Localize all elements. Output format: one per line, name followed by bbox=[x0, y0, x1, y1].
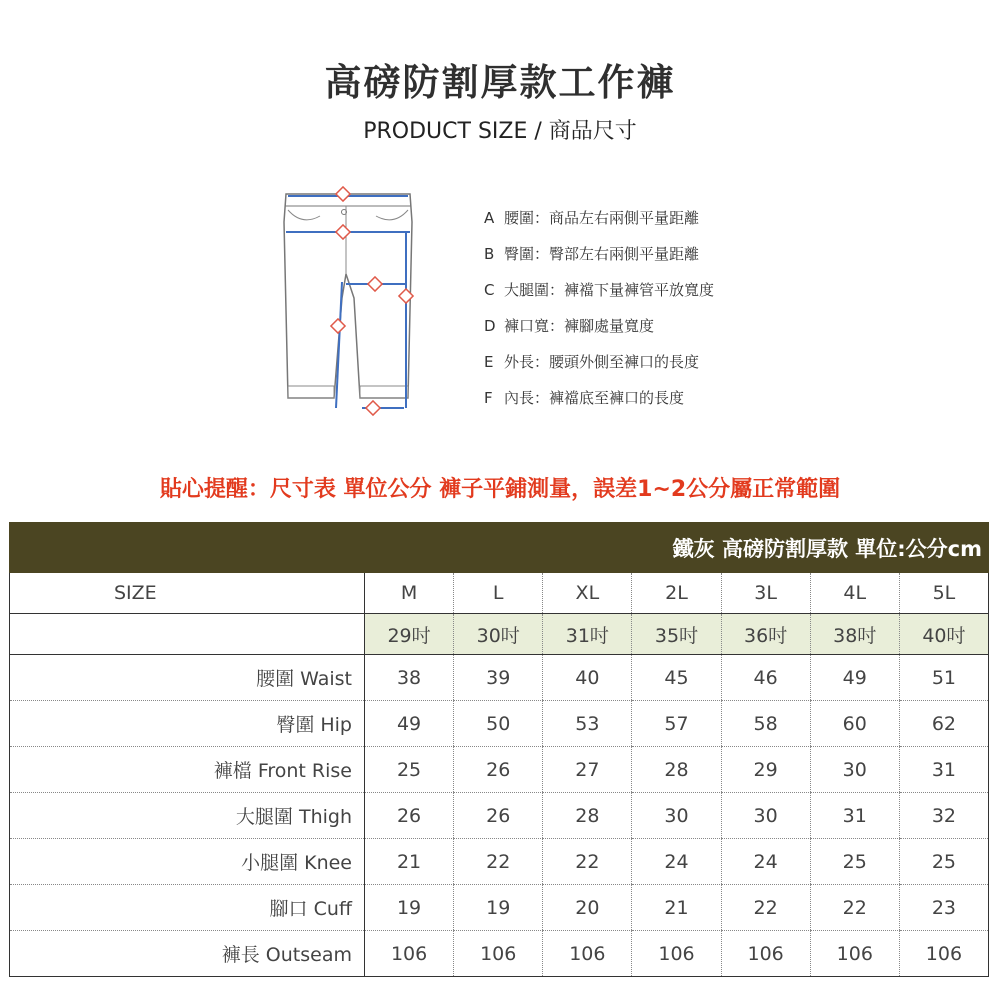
table-cell: 106 bbox=[454, 931, 543, 977]
size-2l: 2L bbox=[632, 573, 721, 614]
table-cell: 25 bbox=[810, 839, 899, 885]
row-label: 褲長 Outseam bbox=[10, 931, 365, 977]
table-cell: 49 bbox=[810, 655, 899, 701]
table-cell: 24 bbox=[632, 839, 721, 885]
table-row-thigh bbox=[10, 793, 989, 839]
legend-item-c: C 大腿圍：褲襠下量褲管平放寬度 bbox=[484, 281, 715, 299]
table-row-outseam bbox=[10, 931, 989, 977]
table-cell: 53 bbox=[543, 701, 632, 747]
size-m: M bbox=[365, 573, 454, 614]
table-row-waist bbox=[10, 655, 989, 701]
size-l: L bbox=[454, 573, 543, 614]
table-cell: 26 bbox=[454, 747, 543, 793]
table-cell: 106 bbox=[632, 931, 721, 977]
table-cell: 19 bbox=[454, 885, 543, 931]
size-5l: 5L bbox=[899, 573, 988, 614]
size-xl: XL bbox=[543, 573, 632, 614]
table-cell: 38 bbox=[365, 655, 454, 701]
row-label: 褲檔 Front Rise bbox=[10, 747, 365, 793]
inch-row-label bbox=[10, 614, 365, 655]
table-cell: 22 bbox=[454, 839, 543, 885]
inch-cell: 31吋 bbox=[543, 614, 632, 655]
inch-cell: 36吋 bbox=[721, 614, 810, 655]
product-size-subtitle: PRODUCT SIZE / 商品尺寸 bbox=[363, 119, 637, 144]
table-cell: 26 bbox=[454, 793, 543, 839]
table-cell: 31 bbox=[899, 747, 988, 793]
table-cell: 25 bbox=[899, 839, 988, 885]
table-cell: 29 bbox=[721, 747, 810, 793]
table-cell: 30 bbox=[632, 793, 721, 839]
table-cell: 23 bbox=[899, 885, 988, 931]
row-label: 腰圍 Waist bbox=[10, 655, 365, 701]
table-cell: 39 bbox=[454, 655, 543, 701]
table-cell: 30 bbox=[810, 747, 899, 793]
table-cell: 62 bbox=[899, 701, 988, 747]
inch-cell: 35吋 bbox=[632, 614, 721, 655]
pants-measurement-diagram bbox=[276, 186, 422, 418]
table-cell: 22 bbox=[721, 885, 810, 931]
row-label: 臀圍 Hip bbox=[10, 701, 365, 747]
product-title: 高磅防割厚款工作褲 bbox=[324, 61, 676, 104]
table-cell: 106 bbox=[543, 931, 632, 977]
measurement-legend bbox=[484, 206, 714, 422]
table-cell: 20 bbox=[543, 885, 632, 931]
table-cell: 22 bbox=[810, 885, 899, 931]
table-cell: 21 bbox=[632, 885, 721, 931]
size-label: SIZE bbox=[10, 573, 365, 614]
table-cell: 106 bbox=[365, 931, 454, 977]
inch-cell: 40吋 bbox=[899, 614, 988, 655]
measurement-notice: 貼心提醒：尺寸表 單位公分 褲子平鋪測量，誤差1~2公分屬正常範圍 bbox=[159, 477, 841, 502]
inch-cell: 30吋 bbox=[454, 614, 543, 655]
table-row-front-rise bbox=[10, 747, 989, 793]
table-cell: 31 bbox=[810, 793, 899, 839]
table-cell: 25 bbox=[365, 747, 454, 793]
size-4l: 4L bbox=[810, 573, 899, 614]
size-table bbox=[9, 573, 989, 977]
legend-item-b: B 臀圍：臀部左右兩側平量距離 bbox=[484, 245, 700, 263]
inch-cell: 38吋 bbox=[810, 614, 899, 655]
table-row-cuff bbox=[10, 885, 989, 931]
table-cell: 28 bbox=[543, 793, 632, 839]
table-cell: 49 bbox=[365, 701, 454, 747]
table-row-knee bbox=[10, 839, 989, 885]
table-cell: 22 bbox=[543, 839, 632, 885]
size-3l: 3L bbox=[721, 573, 810, 614]
legend-item-f: F 內長：褲襠底至褲口的長度 bbox=[484, 389, 685, 407]
row-label: 小腿圍 Knee bbox=[10, 839, 365, 885]
table-cell: 58 bbox=[721, 701, 810, 747]
table-row-hip bbox=[10, 701, 989, 747]
inch-cell: 29吋 bbox=[365, 614, 454, 655]
table-cell: 45 bbox=[632, 655, 721, 701]
table-cell: 40 bbox=[543, 655, 632, 701]
table-cell: 28 bbox=[632, 747, 721, 793]
size-chart bbox=[9, 522, 989, 977]
table-cell: 106 bbox=[899, 931, 988, 977]
legend-item-d: D 褲口寬：褲腳處量寬度 bbox=[484, 317, 655, 335]
table-cell: 46 bbox=[721, 655, 810, 701]
legend-item-a: A 腰圍：商品左右兩側平量距離 bbox=[484, 209, 700, 227]
table-cell: 21 bbox=[365, 839, 454, 885]
table-cell: 19 bbox=[365, 885, 454, 931]
row-label: 腳口 Cuff bbox=[10, 885, 365, 931]
table-cell: 60 bbox=[810, 701, 899, 747]
size-chart-caption: 鐵灰 高磅防割厚款 單位:公分cm bbox=[9, 522, 989, 573]
table-cell: 24 bbox=[721, 839, 810, 885]
table-cell: 57 bbox=[632, 701, 721, 747]
table-cell: 26 bbox=[365, 793, 454, 839]
inch-row bbox=[10, 614, 989, 655]
row-label: 大腿圍 Thigh bbox=[10, 793, 365, 839]
legend-item-e: E 外長：腰頭外側至褲口的長度 bbox=[484, 353, 700, 371]
table-cell: 27 bbox=[543, 747, 632, 793]
table-cell: 51 bbox=[899, 655, 988, 701]
size-header-row bbox=[10, 573, 989, 614]
table-cell: 30 bbox=[721, 793, 810, 839]
table-cell: 32 bbox=[899, 793, 988, 839]
table-cell: 106 bbox=[721, 931, 810, 977]
table-cell: 50 bbox=[454, 701, 543, 747]
table-cell: 106 bbox=[810, 931, 899, 977]
